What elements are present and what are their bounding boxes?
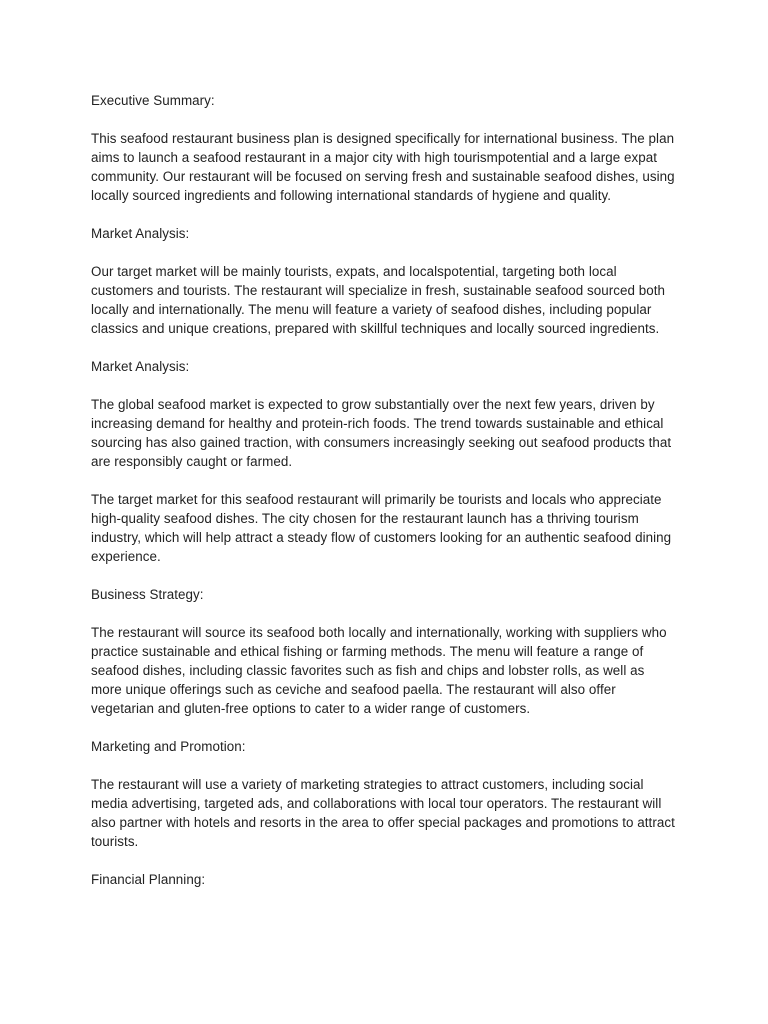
paragraph-marketing-promotion: The restaurant will use a variety of marketing strategies to attract customers, including social media advertising, targeted ads, and collaborations with local tour operators. The restaurant will also partner with hotels and resorts in the area to offer special packages and promotions to attract tourists.: [91, 777, 675, 849]
paragraph-executive-summary: This seafood restaurant business plan is designed specifically for international business. The plan aims to launch a seafood restaurant in a major city with high tourismpotential and a large expat community. Our restaurant will be focused on serving fresh and sustainable seafood dishes, using locally sourced ingredients and following international standards of hygiene and quality.: [91, 131, 675, 203]
paragraph-business-strategy: The restaurant will source its seafood both locally and internationally, working with suppliers who practice sustainable and ethical fishing or farming methods. The menu will feature a range of seafood dishes, including classic favorites such as fish and chips and lobster rolls, as well as more unique offerings such as ceviche and seafood paella. The restaurant will also offer vegetarian and gluten-free options to cater to a wider range of customers.: [91, 625, 667, 716]
section-heading-business-strategy: Business Strategy:: [91, 587, 204, 602]
section-heading-market-analysis-2: Market Analysis:: [91, 359, 190, 374]
section-heading-marketing-promotion: Marketing and Promotion:: [91, 739, 246, 754]
section-heading-market-analysis: Market Analysis:: [91, 226, 190, 241]
section-heading-financial-planning: Financial Planning:: [91, 872, 206, 887]
paragraph-global-seafood-market: The global seafood market is expected to grow substantially over the next few years, driven by increasing demand for healthy and protein-rich foods. The trend towards sustainable and ethical sourcing has also gained traction, with consumers increasingly seeking out seafood products that are responsibly caught or farmed.: [91, 397, 672, 469]
paragraph-market-analysis: Our target market will be mainly tourists, expats, and localspotential, targeting both local customers and tourists. The restaurant will specialize in fresh, sustainable seafood sourced both locally and internationally. The menu will feature a variety of seafood dishes, including popular classics and unique creations, prepared with skillful techniques and locally sourced ingredients.: [91, 264, 666, 336]
section-heading-executive-summary: Executive Summary:: [91, 93, 215, 108]
paragraph-target-market: The target market for this seafood restaurant will primarily be tourists and locals who appreciate high-quality seafood dishes. The city chosen for the restaurant launch has a thriving tourism industry, which will help attract a steady flow of customers looking for an authentic seafood dining experience.: [91, 492, 672, 564]
document-body: [91, 91, 677, 908]
